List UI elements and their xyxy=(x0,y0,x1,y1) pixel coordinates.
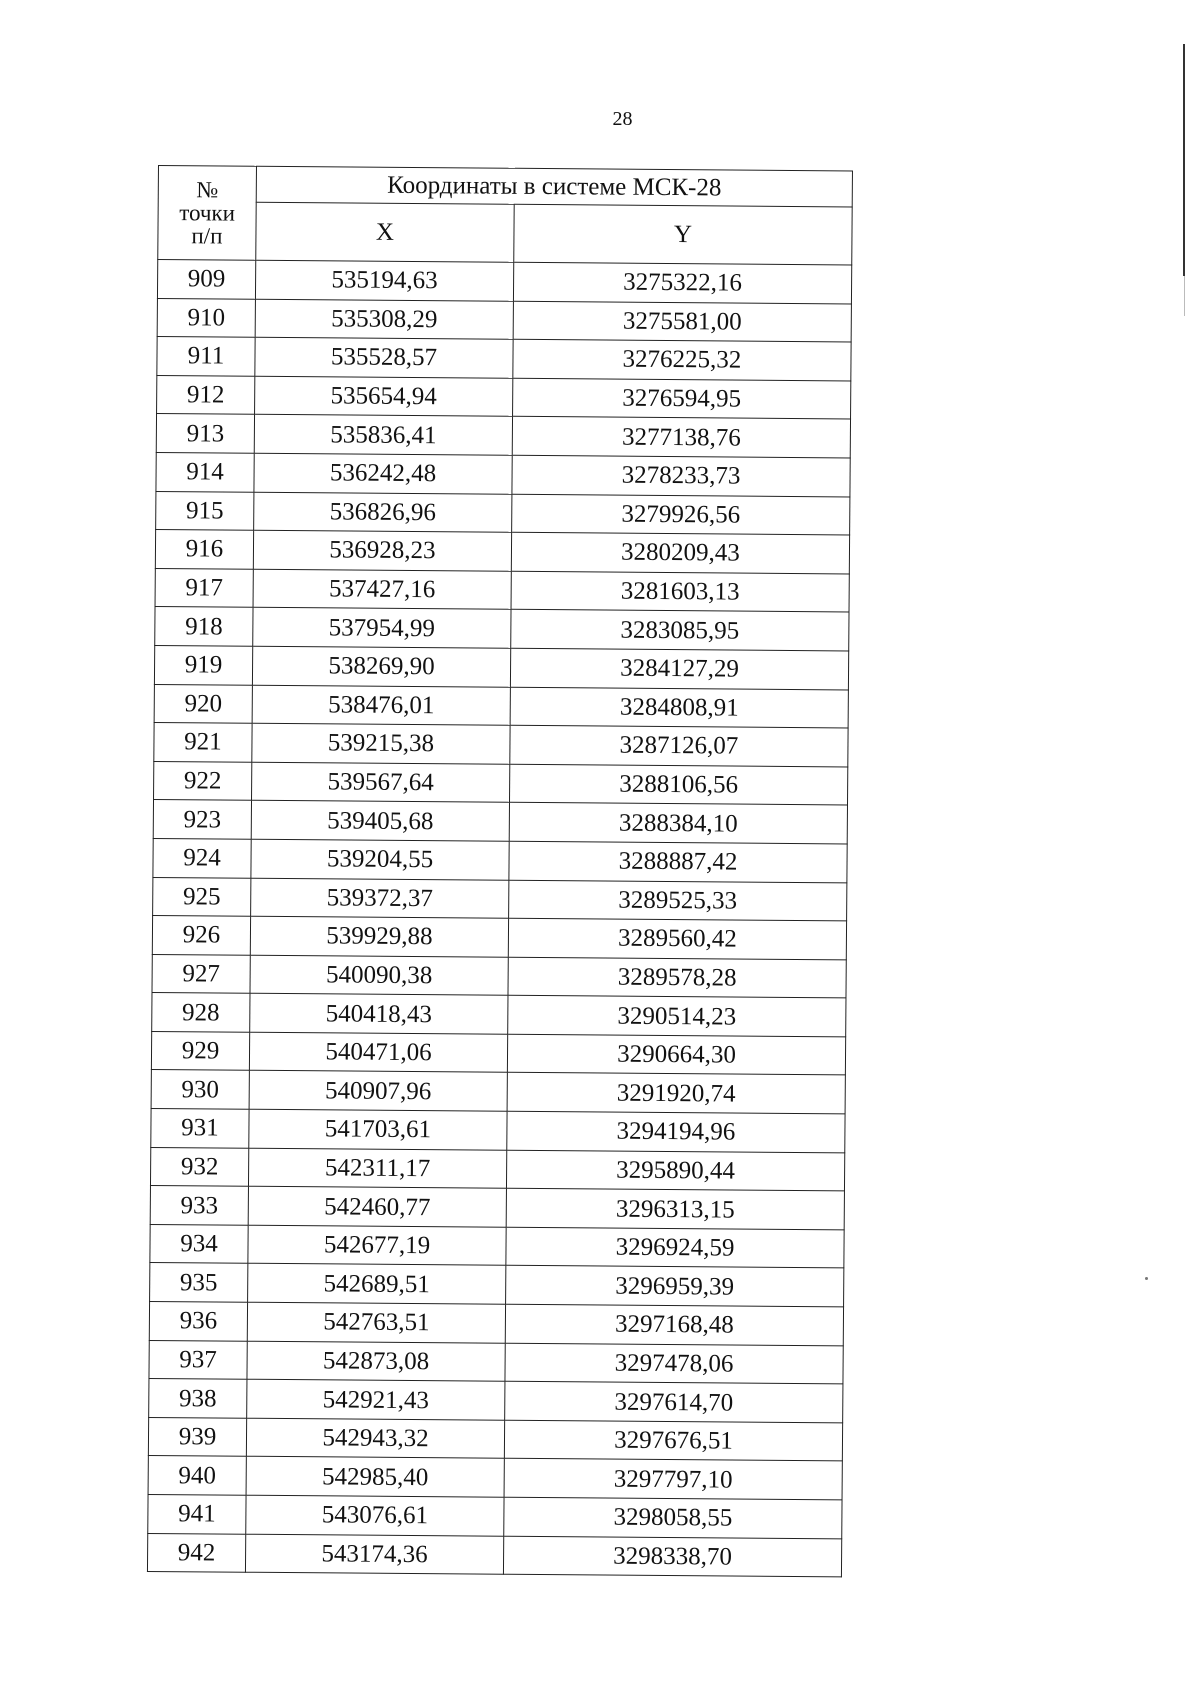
x-coordinate-cell: 539215,38 xyxy=(252,723,510,764)
point-number-cell: 916 xyxy=(155,530,253,569)
table-row xyxy=(157,260,851,304)
point-number-cell: 938 xyxy=(149,1379,247,1418)
x-coordinate-cell: 539567,64 xyxy=(252,762,510,803)
x-coordinate-cell: 540418,43 xyxy=(250,994,508,1035)
table-row xyxy=(149,1379,843,1423)
x-coordinate-cell: 536928,23 xyxy=(253,530,511,571)
point-number-header xyxy=(158,166,257,261)
y-coordinate-cell: 3281603,13 xyxy=(511,571,849,612)
y-coordinate-cell: 3277138,76 xyxy=(512,417,850,458)
x-coordinate-cell: 540090,38 xyxy=(250,955,508,996)
y-coordinate-cell: 3296959,39 xyxy=(506,1266,844,1307)
point-number-cell: 909 xyxy=(157,260,255,299)
table-row xyxy=(149,1340,843,1384)
x-column-header: X xyxy=(256,202,514,262)
x-coordinate-cell: 538476,01 xyxy=(252,685,510,726)
y-coordinate-cell: 3297676,51 xyxy=(504,1420,842,1461)
header-num-sign: № xyxy=(196,177,219,203)
point-number-cell: 911 xyxy=(157,337,255,376)
point-number-cell: 918 xyxy=(155,607,253,646)
scan-edge-line xyxy=(1183,44,1185,276)
y-coordinate-cell: 3280209,43 xyxy=(511,532,849,573)
table-row xyxy=(152,916,846,960)
table-row xyxy=(154,645,848,689)
header-num-abbr: п/п xyxy=(191,223,223,249)
x-coordinate-cell: 539929,88 xyxy=(250,916,508,957)
y-coordinate-cell: 3297614,70 xyxy=(505,1381,843,1422)
x-coordinate-cell: 535654,94 xyxy=(255,376,513,417)
point-number-cell: 936 xyxy=(149,1302,247,1341)
point-number-cell: 931 xyxy=(151,1109,249,1148)
y-coordinate-cell: 3276594,95 xyxy=(513,378,851,419)
x-coordinate-cell: 539204,55 xyxy=(251,839,509,880)
x-coordinate-cell: 536242,48 xyxy=(254,453,512,494)
point-number-cell: 929 xyxy=(151,1031,249,1070)
point-number-cell: 928 xyxy=(152,993,250,1032)
coordinates-group-header: Координаты в системе МСК-28 xyxy=(256,166,852,207)
x-coordinate-cell: 536826,96 xyxy=(254,492,512,533)
y-coordinate-cell: 3288384,10 xyxy=(509,803,847,844)
point-number-cell: 921 xyxy=(154,723,252,762)
table-row xyxy=(154,684,848,728)
table-row xyxy=(156,491,850,535)
x-coordinate-cell: 542689,51 xyxy=(248,1264,506,1305)
table-row xyxy=(153,838,847,882)
page-number: 28 xyxy=(612,108,633,130)
point-number-cell: 930 xyxy=(151,1070,249,1109)
table-row xyxy=(152,954,846,998)
point-number-cell: 913 xyxy=(156,414,254,453)
y-coordinate-cell: 3294194,96 xyxy=(507,1111,845,1152)
point-number-cell: 914 xyxy=(156,452,254,491)
y-coordinate-cell: 3283085,95 xyxy=(511,610,849,651)
x-coordinate-cell: 535528,57 xyxy=(255,337,513,378)
point-number-cell: 924 xyxy=(153,838,251,877)
y-coordinate-cell: 3296313,15 xyxy=(506,1189,844,1230)
table-row xyxy=(154,723,848,767)
x-coordinate-cell: 539372,37 xyxy=(251,878,509,919)
x-coordinate-cell: 535194,63 xyxy=(255,260,513,301)
y-coordinate-cell: 3298058,55 xyxy=(504,1497,842,1538)
x-coordinate-cell: 540907,96 xyxy=(249,1071,507,1112)
x-coordinate-cell: 542943,32 xyxy=(246,1418,504,1459)
point-number-cell: 923 xyxy=(153,800,251,839)
y-coordinate-cell: 3298338,70 xyxy=(503,1536,841,1577)
table-row xyxy=(150,1186,844,1230)
y-coordinate-cell: 3284127,29 xyxy=(510,648,848,689)
x-coordinate-cell: 535308,29 xyxy=(255,299,513,340)
x-coordinate-cell: 542677,19 xyxy=(248,1225,506,1266)
table-row xyxy=(152,993,846,1037)
y-coordinate-cell: 3291920,74 xyxy=(507,1073,845,1114)
y-coordinate-cell: 3287126,07 xyxy=(510,725,848,766)
y-coordinate-cell: 3296924,59 xyxy=(506,1227,844,1268)
x-coordinate-cell: 542460,77 xyxy=(248,1186,506,1227)
point-number-cell: 933 xyxy=(150,1186,248,1225)
point-number-cell: 937 xyxy=(149,1340,247,1379)
point-number-cell: 941 xyxy=(148,1494,246,1533)
table-row xyxy=(150,1147,844,1191)
x-coordinate-cell: 537427,16 xyxy=(253,569,511,610)
point-number-cell: 927 xyxy=(152,954,250,993)
x-coordinate-cell: 542873,08 xyxy=(247,1341,505,1382)
y-coordinate-cell: 3276225,32 xyxy=(513,339,851,380)
scan-speck xyxy=(1145,1277,1148,1280)
point-number-cell: 922 xyxy=(154,761,252,800)
point-number-cell: 910 xyxy=(157,298,255,337)
table-row xyxy=(156,414,850,458)
point-number-cell: 915 xyxy=(156,491,254,530)
point-number-cell: 925 xyxy=(153,877,251,916)
y-coordinate-cell: 3290664,30 xyxy=(507,1034,845,1075)
table-row xyxy=(147,1533,841,1577)
y-coordinate-cell: 3275581,00 xyxy=(513,301,851,342)
y-coordinate-cell: 3288887,42 xyxy=(509,841,847,882)
scan-edge-line-faint xyxy=(1184,276,1185,316)
x-coordinate-cell: 543076,61 xyxy=(246,1495,504,1536)
x-coordinate-cell: 542763,51 xyxy=(247,1302,505,1343)
y-coordinate-cell: 3278233,73 xyxy=(512,455,850,496)
table-row xyxy=(149,1302,843,1346)
x-coordinate-cell: 535836,41 xyxy=(254,415,512,456)
y-coordinate-cell: 3275322,16 xyxy=(513,262,851,303)
y-coordinate-cell: 3279926,56 xyxy=(512,494,850,535)
table-row xyxy=(151,1070,845,1114)
point-number-cell: 942 xyxy=(147,1533,245,1572)
x-coordinate-cell: 542985,40 xyxy=(246,1457,504,1498)
table-row xyxy=(156,452,850,496)
table-row xyxy=(155,607,849,651)
table-row xyxy=(154,761,848,805)
point-number-cell: 919 xyxy=(154,645,252,684)
point-number-cell: 920 xyxy=(154,684,252,723)
y-coordinate-cell: 3295890,44 xyxy=(506,1150,844,1191)
point-number-cell: 934 xyxy=(150,1224,248,1263)
point-number-cell: 939 xyxy=(148,1417,246,1456)
x-coordinate-cell: 537954,99 xyxy=(253,608,511,649)
y-coordinate-cell: 3289560,42 xyxy=(508,918,846,959)
table-row xyxy=(157,375,851,419)
x-coordinate-cell: 543174,36 xyxy=(245,1534,503,1575)
y-coordinate-cell: 3284808,91 xyxy=(510,687,848,728)
table-row xyxy=(148,1417,842,1461)
y-coordinate-cell: 3288106,56 xyxy=(510,764,848,805)
x-coordinate-cell: 538269,90 xyxy=(252,646,510,687)
point-number-cell: 917 xyxy=(155,568,253,607)
y-column-header: Y xyxy=(514,204,852,265)
x-coordinate-cell: 541703,61 xyxy=(249,1109,507,1150)
y-coordinate-cell: 3290514,23 xyxy=(508,996,846,1037)
table-row xyxy=(150,1263,844,1307)
x-coordinate-cell: 542921,43 xyxy=(247,1379,505,1420)
table-row xyxy=(150,1224,844,1268)
y-coordinate-cell: 3289525,33 xyxy=(509,880,847,921)
point-number-cell: 932 xyxy=(150,1147,248,1186)
coordinates-table-body xyxy=(147,260,851,1578)
y-coordinate-cell: 3297797,10 xyxy=(504,1459,842,1500)
point-number-cell: 940 xyxy=(148,1456,246,1495)
table-row xyxy=(153,877,847,921)
x-coordinate-cell: 540471,06 xyxy=(249,1032,507,1073)
coordinates-table xyxy=(147,165,853,1578)
table-row xyxy=(151,1109,845,1153)
table-row xyxy=(148,1494,842,1538)
table-row xyxy=(157,337,851,381)
x-coordinate-cell: 542311,17 xyxy=(248,1148,506,1189)
y-coordinate-cell: 3297478,06 xyxy=(505,1343,843,1384)
table-row xyxy=(155,568,849,612)
x-coordinate-cell: 539405,68 xyxy=(251,801,509,842)
y-coordinate-cell: 3289578,28 xyxy=(508,957,846,998)
table-row xyxy=(151,1031,845,1075)
table-row xyxy=(155,530,849,574)
y-coordinate-cell: 3297168,48 xyxy=(505,1304,843,1345)
point-number-cell: 935 xyxy=(150,1263,248,1302)
point-number-cell: 926 xyxy=(152,916,250,955)
point-number-cell: 912 xyxy=(157,375,255,414)
header-num-word: точки xyxy=(179,200,236,226)
table-row xyxy=(157,298,851,342)
table-row xyxy=(153,800,847,844)
table-row xyxy=(148,1456,842,1500)
